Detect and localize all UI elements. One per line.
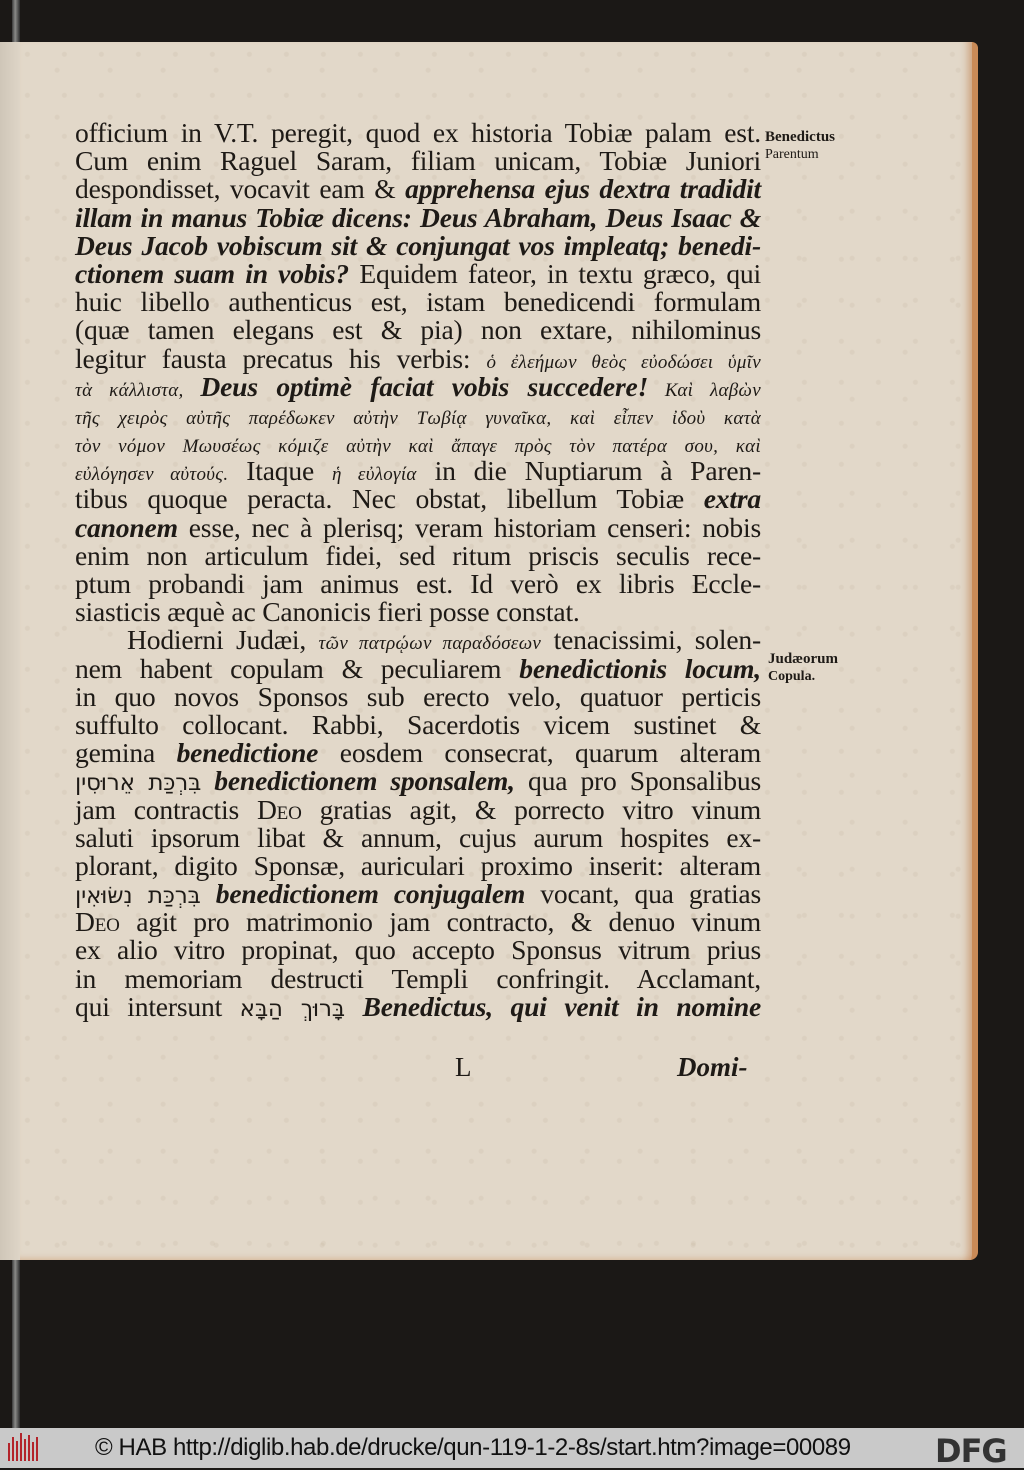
text-line bbox=[75, 429, 761, 457]
catchword: Domi- bbox=[677, 1052, 748, 1082]
text-run: suffulto collocant. Rabbi, Sacerdotis vicem sustinet & bbox=[75, 708, 761, 740]
text-run: gratias agit, & porrecto vitro vinum bbox=[301, 793, 761, 825]
text-run: gemina bbox=[75, 737, 177, 769]
text-run: Equidem fateor, in textu græco, qui bbox=[349, 257, 761, 289]
page-body-text bbox=[75, 119, 761, 1021]
text-line bbox=[75, 880, 761, 908]
italic-text: Deus optimè faciat vobis succedere! bbox=[200, 370, 649, 402]
text-run: legitur fausta precatus his verbis: bbox=[75, 342, 487, 374]
hab-logo-icon bbox=[6, 1433, 40, 1463]
text-run: esse, nec à plerisq; veram historiam censeri: nobis bbox=[177, 511, 761, 543]
italic-text: canonem bbox=[75, 511, 178, 543]
text-run: tibus quoque peracta. Nec obstat, libellum Tobiæ bbox=[75, 483, 704, 515]
text-line bbox=[75, 849, 761, 881]
greek-text: Καὶ λαβὼν bbox=[648, 379, 761, 401]
italic-text: apprehensa ejus dextra tradidit bbox=[405, 173, 762, 205]
text-line bbox=[75, 793, 761, 825]
text-line bbox=[75, 316, 761, 344]
text-line bbox=[75, 175, 761, 203]
italic-text: Deus Jacob vobiscum sit & conjungat vos impleatq; benedi- bbox=[75, 229, 761, 261]
italic-text: benedictionis locum, bbox=[519, 652, 761, 684]
margin-note-line: Parentum bbox=[765, 147, 819, 162]
text-line bbox=[75, 511, 761, 543]
text-line bbox=[75, 652, 761, 684]
text-run: Deo bbox=[75, 906, 120, 938]
italic-text: Benedictus, qui venit in nomine bbox=[344, 990, 762, 1022]
text-run: eosdem consecrat, quarum alteram bbox=[318, 737, 761, 769]
text-run: qua pro Sponsalibus bbox=[514, 765, 761, 797]
greek-text: τῆς χειρὸς αὐτῆς παρέδωκεν αὐτὴν Τωβίᾳ γυναῖκα, καὶ εἶπεν ἰδοὺ κατὰ bbox=[75, 407, 761, 429]
greek-text: ὁ ἐλεήμων θεὸς εὐοδώσει ὑμῖν bbox=[486, 351, 761, 373]
text-line bbox=[75, 767, 761, 795]
text-line bbox=[75, 370, 761, 402]
text-run: in memoriam destructi Templi confringit. Acclamant, bbox=[75, 962, 761, 994]
text-run: qui intersunt bbox=[75, 990, 240, 1022]
dfg-logo: DFG bbox=[935, 1432, 1007, 1470]
text-run: agit pro matrimonio jam contracto, & denuo vinum bbox=[119, 906, 761, 938]
text-line bbox=[75, 821, 761, 853]
text-run: in die Nuptiarum à Paren- bbox=[416, 455, 761, 487]
text-run: Hodierni Judæi, bbox=[127, 624, 319, 656]
margin-note-line: Copula. bbox=[768, 669, 816, 684]
text-line bbox=[75, 708, 761, 740]
text-run: Deo bbox=[256, 793, 302, 825]
text-line bbox=[75, 680, 761, 712]
hebrew-text: בִּרְכַּת אֵרוּסִין bbox=[75, 770, 202, 797]
text-line bbox=[75, 147, 761, 175]
greek-text: τὰ κάλλιστα, bbox=[75, 379, 201, 401]
text-run: saluti ipsorum libat & annum, cujus aurum hospites ex- bbox=[75, 821, 761, 853]
text-line bbox=[75, 962, 761, 994]
text-line bbox=[75, 201, 761, 233]
text-run: Itaque bbox=[228, 455, 332, 487]
text-line bbox=[75, 401, 761, 429]
greek-text: εὐλόγησεν αὐτούς. bbox=[75, 464, 229, 486]
margin-note-benedictus-parentum bbox=[765, 128, 835, 164]
page-left-margin bbox=[0, 42, 20, 1260]
text-run: despondisset, vocavit eam & bbox=[75, 173, 406, 205]
text-run: ex alio vitro propinat, quo accepto Sponsus vitrum prius bbox=[75, 934, 761, 966]
margin-note-line: Judæorum bbox=[768, 651, 839, 667]
text-line bbox=[75, 539, 761, 571]
text-line bbox=[75, 936, 761, 964]
greek-text: τὸν νόμον Μωυσέως κόμιζε αὐτὴν καὶ ἄπαγε πρὸς τὸν πατέρα σου, καὶ bbox=[75, 436, 761, 458]
text-run: enim non articulum fidei, sed ritum priscis seculis rece- bbox=[75, 539, 761, 571]
text-line bbox=[75, 457, 761, 485]
text-line bbox=[75, 739, 761, 767]
text-line bbox=[75, 342, 761, 374]
text-run: (quæ tamen elegans est & pia) non extare, nihilominus bbox=[75, 314, 761, 346]
text-run: nem habent copulam & peculiarem bbox=[75, 652, 520, 684]
text-line bbox=[75, 288, 761, 316]
italic-text: extra bbox=[703, 483, 761, 515]
text-run: ptum probandi jam animus est. Id verò ex libris Eccle- bbox=[75, 568, 761, 599]
text-run: officium in V.T. peregit, quod ex historia Tobiæ palam est. bbox=[75, 117, 761, 148]
text-line bbox=[75, 626, 761, 654]
text-line bbox=[75, 119, 761, 147]
text-line bbox=[75, 570, 761, 598]
footer-bar bbox=[0, 1428, 1024, 1468]
text-run: vocant, qua gratias bbox=[525, 878, 761, 910]
text-run: in quo novos Sponsos sub erecto velo, quatuor perticis bbox=[75, 680, 761, 712]
text-line bbox=[75, 990, 762, 1022]
text-run: Cum enim Raguel Saram, filiam unicam, Tobiæ Juniori bbox=[75, 145, 761, 177]
text-run: tenacissimi, solen- bbox=[541, 624, 761, 656]
text-line bbox=[75, 485, 761, 513]
text-line bbox=[75, 598, 761, 626]
text-run: huic libello authenticus est, istam benedicendi formulam bbox=[75, 286, 761, 318]
text-run: plorant, digito Sponsæ, auriculari proximo inserit: alteram bbox=[75, 849, 761, 881]
text-line bbox=[75, 229, 761, 261]
hebrew-text: בָּרוּךְ הַבָּא bbox=[239, 995, 345, 1022]
margin-note-judaeorum-copula bbox=[768, 650, 838, 686]
greek-text: ἡ εὐλογία bbox=[331, 464, 417, 486]
text-line bbox=[75, 908, 761, 936]
italic-text: benedictionem conjugalem bbox=[200, 878, 526, 910]
text-run: jam contractis bbox=[75, 793, 257, 825]
text-run: siasticis æquè ac Canonicis fieri posse constat. bbox=[75, 596, 580, 628]
signature-mark: L bbox=[455, 1052, 472, 1082]
copyright-link[interactable]: © HAB http://diglib.hab.de/drucke/qun-119-1-2-8s/start.htm?image=00089 bbox=[95, 1434, 851, 1461]
text-line bbox=[75, 257, 761, 289]
hebrew-text: בִּרְכַּת נִשּׂוּאִין bbox=[75, 883, 201, 910]
italic-text: ctionem suam in vobis? bbox=[75, 257, 350, 289]
margin-note-line: Benedictus bbox=[765, 129, 836, 145]
italic-text: benedictionem sponsalem, bbox=[201, 765, 515, 797]
italic-text: illam in manus Tobiæ dicens: Deus Abraham, Deus Isaac & bbox=[75, 201, 761, 233]
italic-text: benedictione bbox=[176, 737, 319, 769]
greek-text: τῶν πατρῴων παραδόσεων bbox=[318, 633, 542, 655]
